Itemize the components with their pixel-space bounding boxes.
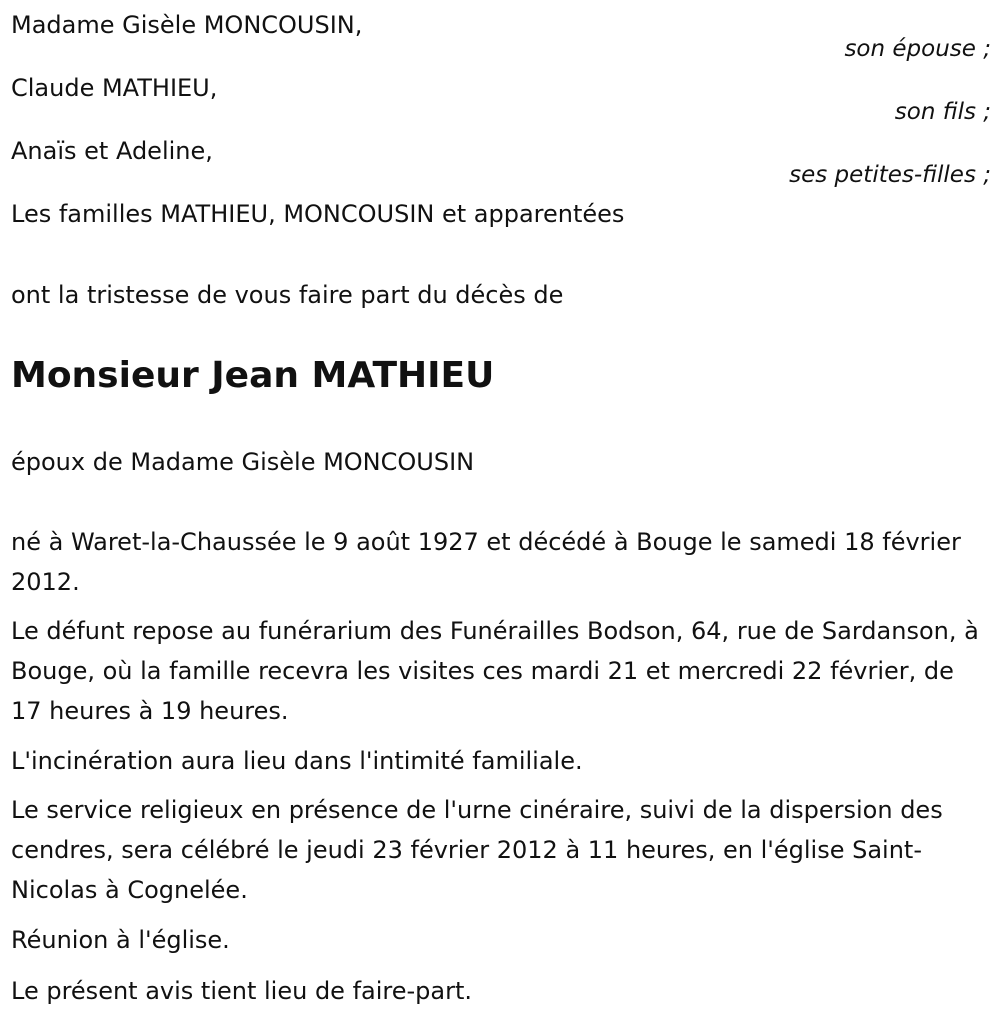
family-member — [11, 63, 991, 126]
deceased-name: Monsieur Jean MATHIEU — [11, 355, 495, 396]
service-paragraph: Le service religieux en présence de l'urne cinéraire, suivi de la dispersion des cendres, sera célébré le jeudi 23 février 2012 à 11 heures, en l'église Saint-Nicolas à Cognelée. — [11, 796, 943, 904]
family-member-role: son fils ; — [894, 99, 991, 125]
birth-death-paragraph: né à Waret-la-Chaussée le 9 août 1927 et décédé à Bouge le samedi 18 février 2012. — [11, 528, 961, 596]
closing-paragraph: Le présent avis tient lieu de faire-part. — [11, 977, 473, 1005]
family-list — [11, 0, 991, 189]
family-member-role: ses petites-filles ; — [789, 162, 991, 188]
spouse-line: époux de Madame Gisèle MONCOUSIN — [11, 448, 475, 476]
family-member — [11, 126, 991, 189]
gathering-paragraph: Réunion à l'église. — [11, 926, 230, 954]
family-member — [11, 0, 991, 63]
announcement-text: ont la tristesse de vous faire part du décès de — [11, 281, 564, 309]
cremation-paragraph: L'incinération aura lieu dans l'intimité familiale. — [11, 747, 583, 775]
family-member-name: Anaïs et Adeline, — [11, 137, 213, 165]
family-member-name: Madame Gisèle MONCOUSIN, — [11, 11, 363, 39]
visitation-paragraph: Le défunt repose au funérarium des Funérailles Bodson, 64, rue de Sardanson, à Bouge, où la famille recevra les visites ces mardi 21 et mercredi 22 février, de 17 heures à 19 heures. — [11, 617, 979, 725]
family-member-name: Claude MATHIEU, — [11, 74, 218, 102]
family-member-role: son épouse ; — [844, 36, 991, 62]
families-line: Les familles MATHIEU, MONCOUSIN et apparentées — [11, 200, 625, 228]
